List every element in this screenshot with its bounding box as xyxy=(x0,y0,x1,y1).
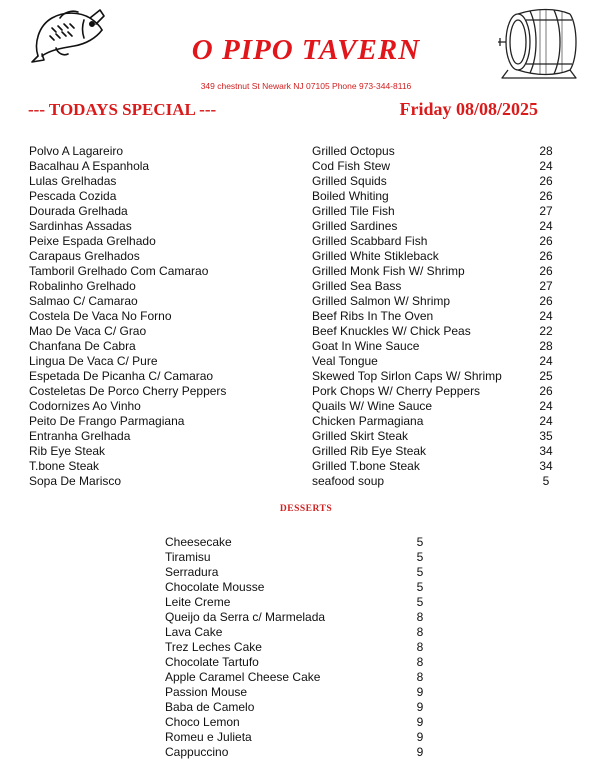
menu-item-price: 34 xyxy=(539,459,553,473)
dessert-name: Leite Creme xyxy=(165,595,231,609)
dessert-price: 5 xyxy=(416,535,424,549)
dessert-price: 9 xyxy=(416,715,424,729)
menu-item-english-name: Grilled Scabbard Fish xyxy=(312,234,428,248)
menu-item-portuguese-name: Bacalhau A Espanhola xyxy=(29,159,150,173)
menu-item xyxy=(0,429,612,444)
menu-item xyxy=(0,279,612,294)
menu-item xyxy=(0,384,612,399)
menu-item xyxy=(0,399,612,414)
restaurant-title: O PIPO TAVERN xyxy=(191,34,421,66)
dessert-price: 9 xyxy=(416,700,424,714)
menu-item xyxy=(0,309,612,324)
dessert-price: 8 xyxy=(416,610,424,624)
menu-item-portuguese-name: Espetada De Picanha C/ Camarao xyxy=(29,369,214,383)
menu-item-english-name: Beef Knuckles W/ Chick Peas xyxy=(312,324,471,338)
menu-item-english-name: Grilled Sardines xyxy=(312,219,398,233)
dessert-price: 5 xyxy=(416,550,424,564)
menu-item-portuguese-name: Costela De Vaca No Forno xyxy=(29,309,172,323)
dessert-item xyxy=(0,715,612,730)
menu-item-price: 35 xyxy=(539,429,553,443)
menu-item-english-name: Beef Ribs In The Oven xyxy=(312,309,434,323)
menu-item-english-name: Grilled Sea Bass xyxy=(312,279,402,293)
dessert-price: 8 xyxy=(416,670,424,684)
menu-item-price: 27 xyxy=(539,204,553,218)
menu-item xyxy=(0,339,612,354)
menu-item-price: 34 xyxy=(539,444,553,458)
dessert-name: Lava Cake xyxy=(165,625,223,639)
menu-item xyxy=(0,444,612,459)
dessert-name: Choco Lemon xyxy=(165,715,240,729)
restaurant-address: 349 chestnut St Newark NJ 07105 Phone 973-344-8116 xyxy=(200,81,412,91)
todays-special-heading: --- TODAYS SPECIAL --- xyxy=(28,100,217,119)
menu-item xyxy=(0,354,612,369)
menu-item-english-name: Goat In Wine Sauce xyxy=(312,339,420,353)
dessert-item xyxy=(0,625,612,640)
menu-item-portuguese-name: Dourada Grelhada xyxy=(29,204,128,218)
dessert-price: 5 xyxy=(416,580,424,594)
menu-item xyxy=(0,369,612,384)
menu-item xyxy=(0,144,612,159)
menu-item-price: 26 xyxy=(539,294,553,308)
menu-item-price: 24 xyxy=(539,414,553,428)
menu-item-portuguese-name: Costeletas De Porco Cherry Peppers xyxy=(29,384,227,398)
menu-item-english-name: Grilled Monk Fish W/ Shrimp xyxy=(312,264,465,278)
dessert-item xyxy=(0,535,612,550)
dessert-item xyxy=(0,685,612,700)
menu-item-portuguese-name: Mao De Vaca C/ Grao xyxy=(29,324,147,338)
menu-item-portuguese-name: Polvo A Lagareiro xyxy=(29,144,124,158)
menu-item-english-name: Pork Chops W/ Cherry Peppers xyxy=(312,384,481,398)
menu-item xyxy=(0,294,612,309)
menu-item-price: 5 xyxy=(542,474,550,488)
dessert-name: Romeu e Julieta xyxy=(165,730,252,744)
menu-item-portuguese-name: Chanfana De Cabra xyxy=(29,339,136,353)
dessert-name: Tiramisu xyxy=(165,550,211,564)
dessert-item xyxy=(0,655,612,670)
menu-item-portuguese-name: Tamboril Grelhado Com Camarao xyxy=(29,264,209,278)
menu-item-price: 27 xyxy=(539,279,553,293)
menu-item-english-name: Grilled T.bone Steak xyxy=(312,459,420,473)
menu-item xyxy=(0,219,612,234)
menu-item-portuguese-name: Lulas Grelhadas xyxy=(29,174,117,188)
dessert-name: Cheesecake xyxy=(165,535,232,549)
dessert-item xyxy=(0,550,612,565)
desserts-heading: DESSERTS xyxy=(279,504,333,514)
menu-item-price: 24 xyxy=(539,159,553,173)
dessert-item xyxy=(0,730,612,745)
menu-item xyxy=(0,234,612,249)
dessert-price: 5 xyxy=(416,595,424,609)
menu-item-price: 26 xyxy=(539,234,553,248)
menu-item-english-name: seafood soup xyxy=(312,474,385,488)
menu-item-portuguese-name: Entranha Grelhada xyxy=(29,429,131,443)
menu-item-english-name: Boiled Whiting xyxy=(312,189,389,203)
menu-item xyxy=(0,189,612,204)
dessert-name: Queijo da Serra c/ Marmelada xyxy=(165,610,326,624)
dessert-name: Trez Leches Cake xyxy=(165,640,262,654)
menu-item-price: 25 xyxy=(539,369,553,383)
menu-date: Friday 08/08/2025 xyxy=(399,99,538,119)
dessert-price: 8 xyxy=(416,640,424,654)
dessert-item xyxy=(0,640,612,655)
menu-item xyxy=(0,459,612,474)
menu-item-portuguese-name: Carapaus Grelhados xyxy=(29,249,140,263)
menu-item-price: 28 xyxy=(539,144,553,158)
dessert-name: Chocolate Mousse xyxy=(165,580,265,594)
menu-item-price: 24 xyxy=(539,309,553,323)
dessert-item xyxy=(0,565,612,580)
menu-item-english-name: Grilled Octopus xyxy=(312,144,395,158)
menu-item-english-name: Grilled Tile Fish xyxy=(312,204,395,218)
menu-item xyxy=(0,264,612,279)
menu-item-english-name: Skewed Top Sirlon Caps W/ Shrimp xyxy=(312,369,502,383)
menu-item-price: 28 xyxy=(539,339,553,353)
dessert-name: Serradura xyxy=(165,565,219,579)
dessert-item xyxy=(0,580,612,595)
desserts-list xyxy=(0,535,612,760)
menu-item-portuguese-name: Pescada Cozida xyxy=(29,189,117,203)
dessert-price: 5 xyxy=(416,565,424,579)
dessert-item xyxy=(0,745,612,760)
menu-item-price: 24 xyxy=(539,354,553,368)
menu-item-price: 24 xyxy=(539,399,553,413)
dessert-price: 9 xyxy=(416,685,424,699)
menu-item-price: 24 xyxy=(539,219,553,233)
menu-item xyxy=(0,474,612,489)
menu-item xyxy=(0,324,612,339)
menu-item-english-name: Grilled White Stikleback xyxy=(312,249,439,263)
dessert-item xyxy=(0,595,612,610)
dessert-item xyxy=(0,670,612,685)
menu-item-price: 26 xyxy=(539,264,553,278)
menu-item-portuguese-name: Codornizes Ao Vinho xyxy=(29,399,141,413)
menu-item xyxy=(0,414,612,429)
dessert-price: 9 xyxy=(416,730,424,744)
dessert-name: Passion Mouse xyxy=(165,685,248,699)
dessert-name: Chocolate Tartufo xyxy=(165,655,259,669)
menu-item-portuguese-name: Rib Eye Steak xyxy=(29,444,106,458)
menu-item-portuguese-name: Peixe Espada Grelhado xyxy=(29,234,156,248)
menu-item-portuguese-name: Peito De Frango Parmagiana xyxy=(29,414,185,428)
menu-item-portuguese-name: Sopa De Marisco xyxy=(29,474,122,488)
menu-item-english-name: Grilled Squids xyxy=(312,174,387,188)
menu-item-portuguese-name: Lingua De Vaca C/ Pure xyxy=(29,354,158,368)
menu-item-english-name: Cod Fish Stew xyxy=(312,159,391,173)
dessert-name: Baba de Camelo xyxy=(165,700,255,714)
menu-item-english-name: Chicken Parmagiana xyxy=(312,414,424,428)
menu-item-price: 26 xyxy=(539,249,553,263)
menu-item-price: 26 xyxy=(539,174,553,188)
dessert-price: 8 xyxy=(416,625,424,639)
menu-item xyxy=(0,204,612,219)
menu-item-english-name: Grilled Rib Eye Steak xyxy=(312,444,427,458)
special-menu-list xyxy=(0,144,612,489)
menu-item xyxy=(0,249,612,264)
dessert-item xyxy=(0,610,612,625)
dessert-price: 9 xyxy=(416,745,424,759)
menu-item-portuguese-name: Sardinhas Assadas xyxy=(29,219,132,233)
menu-item-english-name: Grilled Skirt Steak xyxy=(312,429,409,443)
menu-item-english-name: Veal Tongue xyxy=(312,354,378,368)
menu-item xyxy=(0,159,612,174)
dessert-item xyxy=(0,700,612,715)
dessert-name: Cappuccino xyxy=(165,745,229,759)
menu-item-price: 26 xyxy=(539,384,553,398)
menu-item-portuguese-name: Robalinho Grelhado xyxy=(29,279,136,293)
menu-item-portuguese-name: Salmao C/ Camarao xyxy=(29,294,138,308)
dessert-price: 8 xyxy=(416,655,424,669)
menu-item-english-name: Grilled Salmon W/ Shrimp xyxy=(312,294,451,308)
menu-item xyxy=(0,174,612,189)
dessert-name: Apple Caramel Cheese Cake xyxy=(165,670,321,684)
menu-item-portuguese-name: T.bone Steak xyxy=(29,459,100,473)
menu-item-price: 26 xyxy=(539,189,553,203)
menu-item-english-name: Quails W/ Wine Sauce xyxy=(312,399,433,413)
menu-item-price: 22 xyxy=(539,324,553,338)
